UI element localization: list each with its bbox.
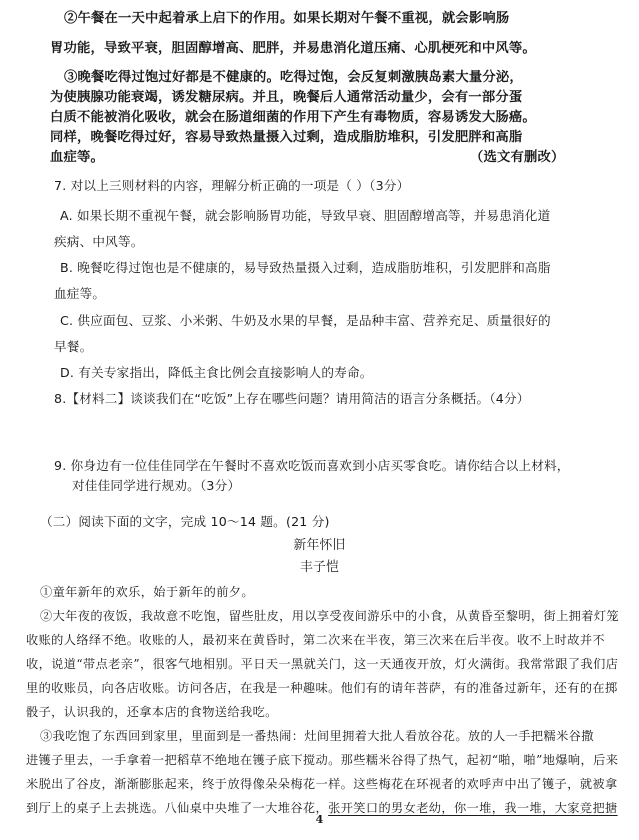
material3-para3-line1: ③晚餐吃得过饱过好都是不健康的。吃得过饱，会反复刺激胰岛素大量分泌， [64, 70, 523, 85]
material3-para3-line4: 同样，晚餐吃得过好，容易导致热量摄入过剩，造成脂肪堆积，引发肥胖和高脂 [50, 130, 523, 145]
article-line-5: 里的收账员，向各店收账。访问各店，在我是一种趣味。他们有的请年菩萨，有的准备过新年，还有的在掷 [26, 681, 618, 695]
underlined-sentence-a: 张开笑口的男女老幼，你一堆，我一堆，大家竞把搪 [328, 801, 618, 815]
article-line-9: 米脱出了谷皮，渐渐膨胀起来，终于放得像朵朵梅花一样。这些梅花在环视者的欢呼声中出了镬子，就被拿 [26, 777, 618, 791]
article-line-7: ③我吃饱了东西回到家里，里面到是一番热闹：灶间里拥着大批人看放谷花。放的人一手把糯米谷撒 [40, 729, 594, 743]
article-line-3: 收账的人络绎不绝。收账的人，最初来在黄昏时，第二次来在半夜，第三次来在后半夜。收不上时故并不 [26, 633, 606, 647]
q7-option-c-line1: C. 供应面包、豆浆、小米粥、牛奶及水果的早餐，是品种丰富、营养充足、质量很好的 [60, 313, 551, 328]
article-line-10-text: 到厅上的桌子上去挑选。八仙桌中央堆了一大堆谷花， [26, 801, 329, 815]
material3-source: （选文有删改） [470, 150, 565, 165]
material3-para2-line1: ②午餐在一天中起着承上启下的作用。如果长期对午餐不重视，就会影响肠 [64, 11, 510, 26]
q7-stem: 7. 对以上三则材料的内容，理解分析正确的一项是（ ）（3分） [54, 178, 410, 193]
q9-line1: 9. 你身边有一位佳佳同学在午餐时不喜欢吃饭而喜欢到小店买零食吃。请你结合以上材料， [54, 458, 570, 473]
material3-para3-line2: 为使胰腺功能衰竭，诱发糖尿病。并且，晚餐后人通常活动量少，会有一部分蛋 [50, 90, 523, 105]
q8-stem: 8.【材料二】谈谈我们在“吃饭”上存在哪些问题？请用简洁的语言分条概括。（4分） [54, 391, 530, 406]
material3-para3-line5: 血症等。 [50, 150, 104, 165]
q9-line2: 对佳佳同学进行规劝。（3分） [72, 478, 241, 493]
article-line-4: 收，说道“带点老亲”，很客气地相别。平日天一黑就关门，这一天通夜开放，灯火满街。我常常跟了我们店 [26, 657, 619, 671]
q7-option-a-line2: 疾病、中风等。 [54, 234, 144, 249]
material3-para2-line2: 胃功能，导致平衰，胆固醇增高、肥胖，并易患消化道压痛、心肌梗死和中风等。 [50, 41, 536, 56]
q7-option-c-line2: 早餐。 [54, 339, 93, 354]
q7-option-d: D. 有关专家指出，降低主食比例会直接影响人的寿命。 [60, 365, 373, 380]
q7-option-a-line1: A. 如果长期不重视午餐，就会影响肠胃功能，导致早衰、胆固醇增高等，并易患消化道 [60, 208, 551, 223]
article-line-8: 进镬子里去，一手拿着一把稻草不绝地在镬子底下搅动。那些糯米谷得了热气，起初“啪，啪”地爆响，后来 [26, 753, 619, 767]
page-number: 4 [315, 813, 324, 826]
article-title: 新年怀旧 [293, 538, 346, 553]
article-line-2: ②大年夜的夜饭，我故意不吃饱，留些肚皮，用以享受夜间游乐中的小食，从黄昏至黎明，街上拥着灯笼 [40, 609, 620, 623]
q7-option-b-line2: 血症等。 [54, 286, 106, 301]
article-line-1: ①童年新年的欢乐，始于新年的前夕。 [40, 585, 254, 599]
q7-option-b-line1: B. 晚餐吃得过饱也是不健康的，易导致热量摄入过剩，造成脂肪堆积，引发肥胖和高脂 [60, 260, 551, 275]
section2-header: （二）阅读下面的文字，完成 10～14 题。(21 分) [40, 514, 330, 529]
material3-para3-line3: 白质不能被消化吸收，就会在肠道细菌的作用下产生有毒物质，容易诱发大肠癌。 [50, 110, 536, 125]
article-author: 丰子恺 [300, 560, 339, 575]
article-line-6: 骰子，认识我的，还拿本店的食物送给我吃。 [26, 705, 278, 719]
